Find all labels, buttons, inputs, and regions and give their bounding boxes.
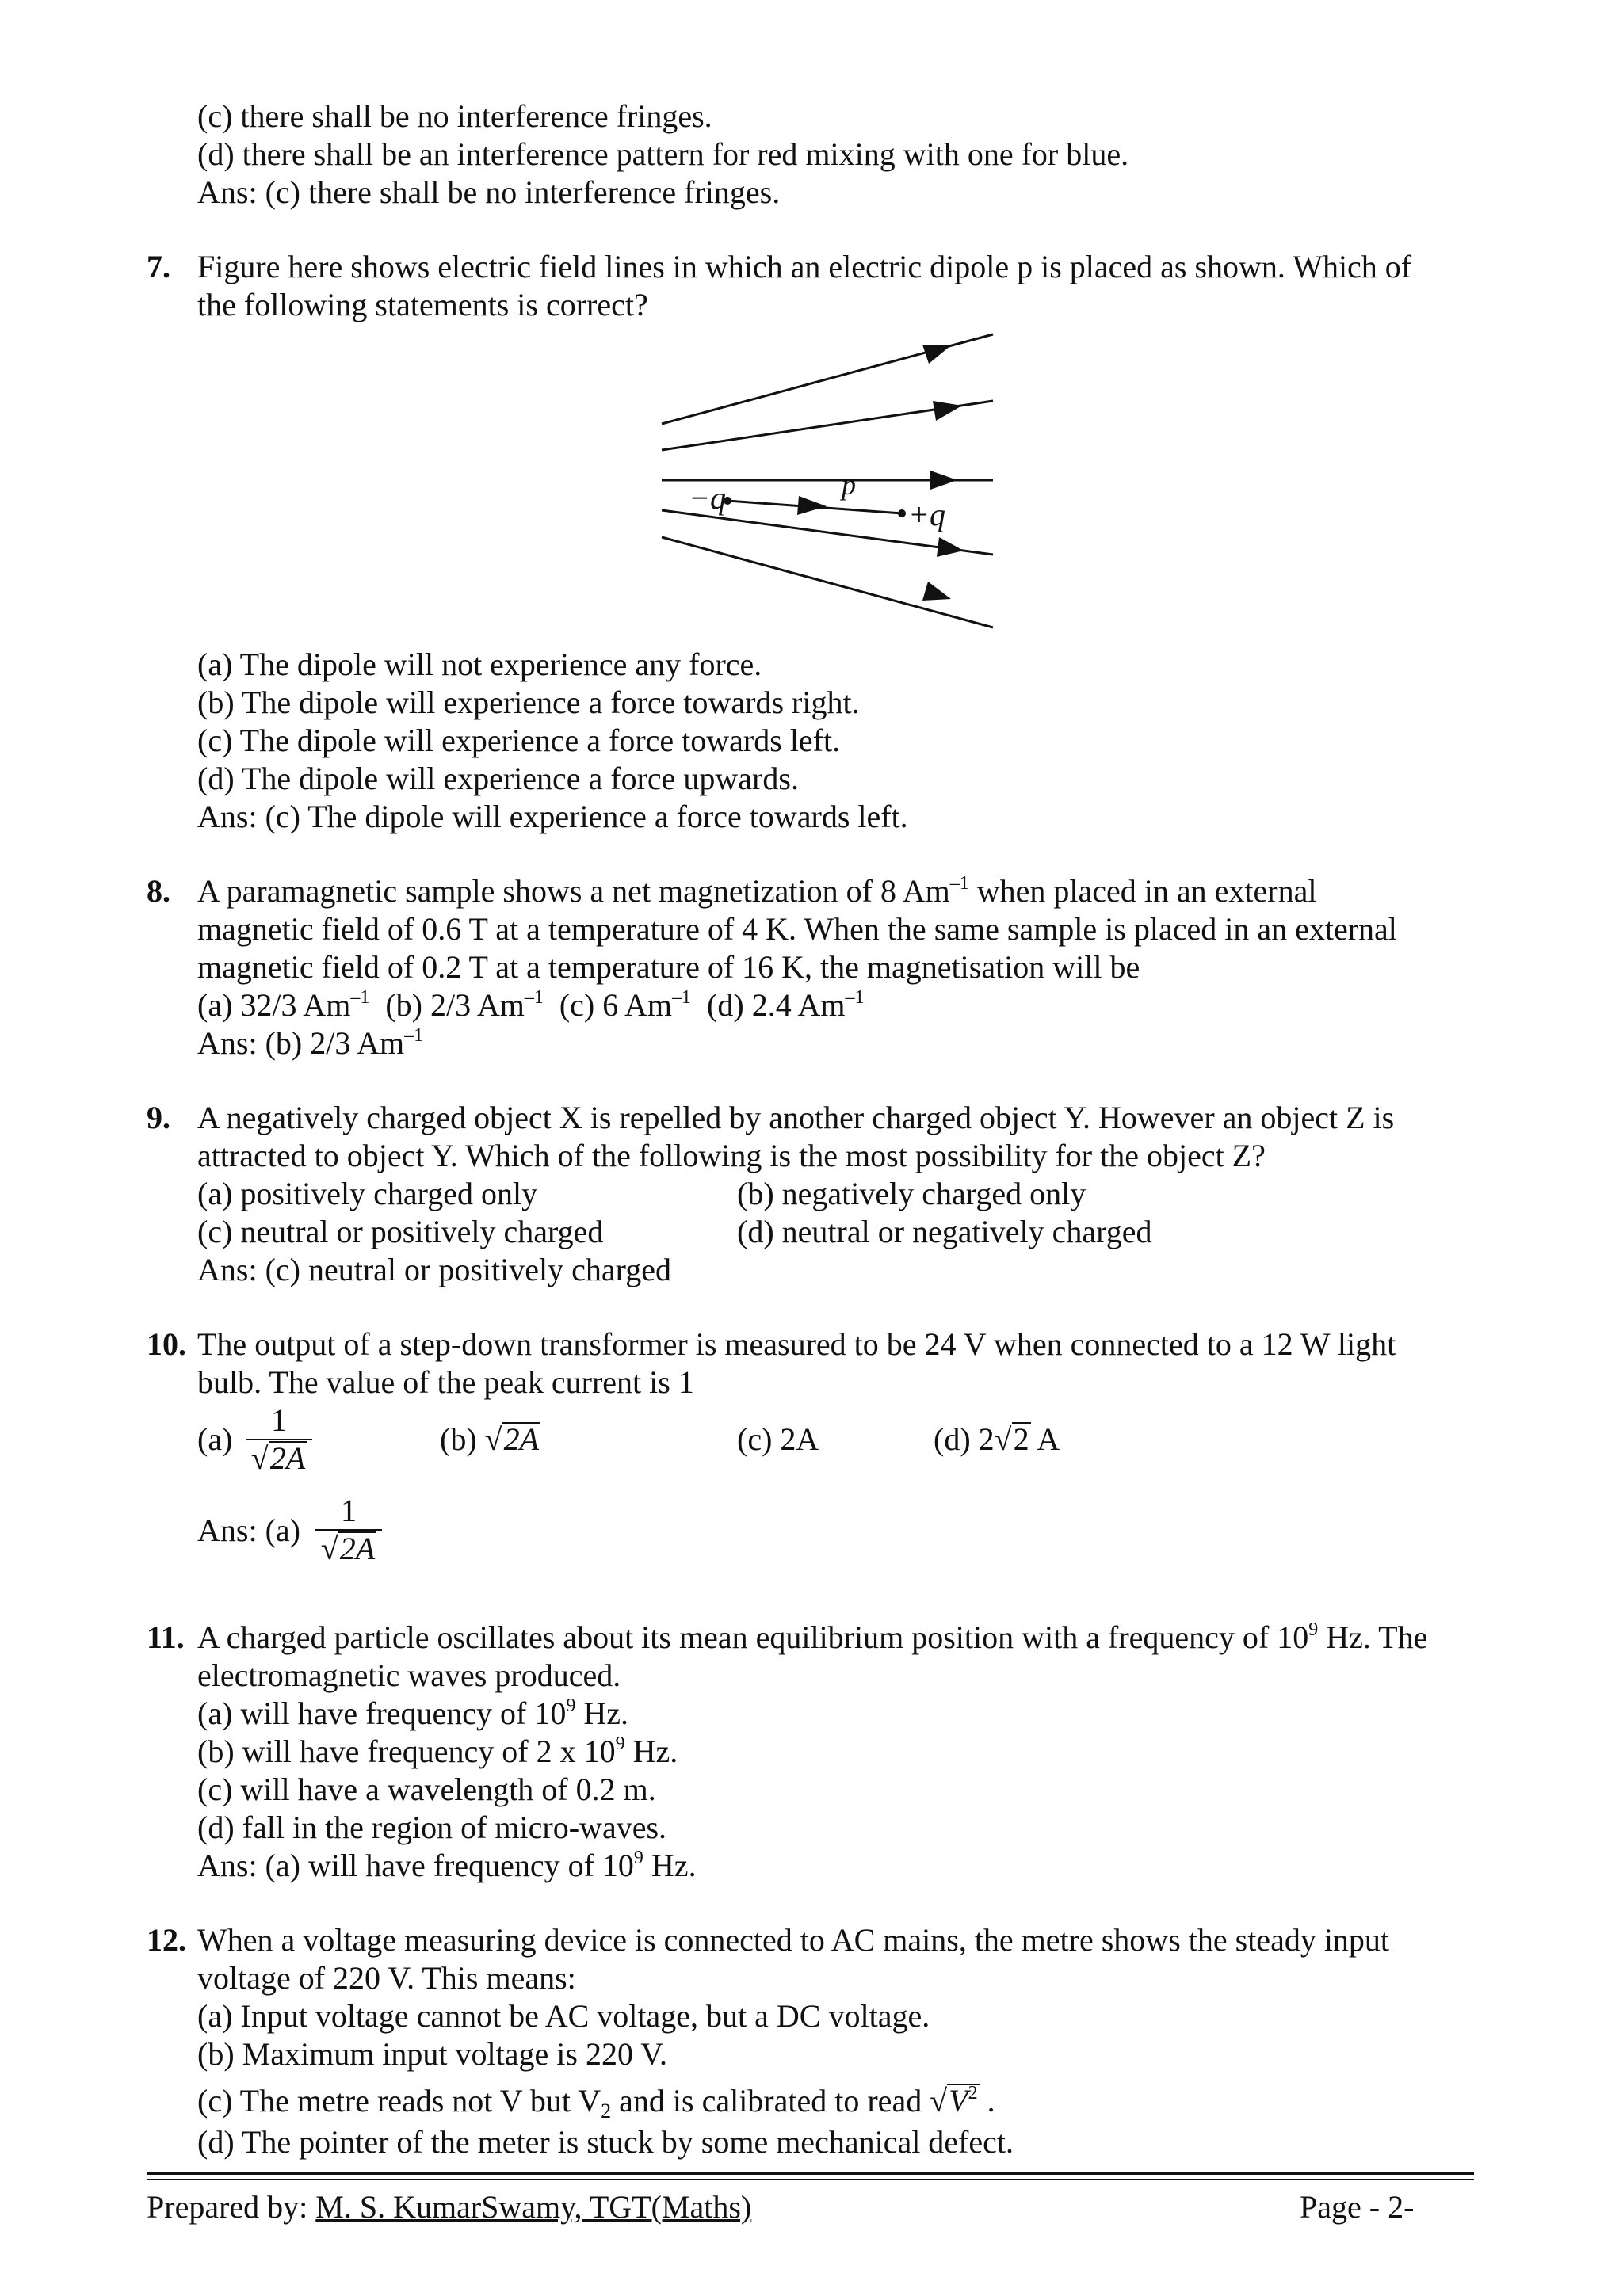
q7-number: 7. bbox=[147, 249, 170, 284]
q11-answer: Ans: (a) will have frequency of $10^9$ Hz. bbox=[197, 1848, 697, 1883]
q10-option-c: (c) 2A bbox=[737, 1421, 819, 1457]
q9-text-line2: attracted to object Y. Which of the following is the most possibility for the object Z? bbox=[197, 1138, 1266, 1173]
q12-option-c: (c) The metre reads not V but $V_2$ and is calibrated to read $√V^2$ . bbox=[197, 2083, 995, 2122]
q7-answer: Ans: (c) The dipole will experience a force towards left. bbox=[197, 799, 908, 834]
pos-charge-label: +q bbox=[908, 497, 945, 532]
q7-option-c: (c) The dipole will experience a force towards left. bbox=[197, 723, 841, 758]
q6-option-c: (c) there shall be no interference fringes. bbox=[197, 98, 712, 134]
q12-text-line2: voltage of 220 V. This means: bbox=[197, 1960, 576, 1996]
dipole-arrow bbox=[797, 496, 827, 515]
q7-option-d: (d) The dipole will experience a force upwards. bbox=[197, 761, 799, 796]
neg-charge-label: −q bbox=[689, 480, 726, 516]
footer-author: M. S. KumarSwamy, TGT(Maths) bbox=[315, 2189, 752, 2225]
q10-text-line1: The output of a step-down transformer is measured to be 24 V when connected to a 12 W light bbox=[197, 1326, 1396, 1362]
q11-number: 11. bbox=[147, 1619, 185, 1655]
dipole-label: p bbox=[842, 469, 856, 501]
sqrt-sign: √ bbox=[250, 1440, 269, 1476]
q11-text-line1: A charged particle oscillates about its mean equilibrium position with a frequency of $10^9$ Hz. The bbox=[197, 1619, 1428, 1655]
q10-answer-label: Ans: (a) bbox=[197, 1512, 300, 1548]
q7-option-a: (a) The dipole will not experience any force. bbox=[197, 646, 762, 682]
q10-option-a-label: (a) bbox=[197, 1421, 233, 1457]
q9-number: 9. bbox=[147, 1100, 170, 1135]
q11-option-d: (d) fall in the region of micro-waves. bbox=[197, 1810, 667, 1845]
q10-option-d: (d) 2√2 A bbox=[934, 1421, 1060, 1457]
q9-text-line1: A negatively charged object X is repelled by another charged object Y. However an object Z is bbox=[197, 1100, 1395, 1135]
q8-number: 8. bbox=[147, 873, 170, 909]
q7-text-line2: the following statements is correct? bbox=[197, 287, 648, 322]
q9-option-b: (b) negatively charged only bbox=[737, 1176, 1086, 1211]
q12-option-d: (d) The pointer of the meter is stuck by some mechanical defect. bbox=[197, 2124, 1014, 2160]
q10-option-b: (b) √2A bbox=[440, 1421, 540, 1457]
q9-option-c: (c) neutral or positively charged bbox=[197, 1214, 604, 1249]
q7-text-line1: Figure here shows electric field lines in which an electric dipole p is placed as shown. Which of bbox=[197, 249, 1412, 284]
arrow-4 bbox=[937, 537, 964, 557]
q8-text-line3: magnetic field of 0.2 T at a temperature of 16 K, the magnetisation will be bbox=[197, 949, 1140, 985]
q11-option-a: (a) will have frequency of $10^9$ Hz. bbox=[197, 1695, 628, 1731]
q10-text-line2: bulb. The value of the peak current is 1 bbox=[197, 1364, 694, 1400]
q9-answer: Ans: (c) neutral or positively charged bbox=[197, 1252, 671, 1287]
footer-rule bbox=[147, 2172, 1474, 2180]
q9-option-a: (a) positively charged only bbox=[197, 1176, 538, 1211]
q11-option-b: (b) will have frequency of 2 x $10^9$ Hz. bbox=[197, 1733, 678, 1769]
fraction-denominator: 2A bbox=[269, 1440, 306, 1476]
q8-answer: Ans: (b) 2/3 $Am^{-1}$ bbox=[197, 1025, 424, 1061]
q10-option-a-fraction bbox=[246, 1402, 312, 1477]
q10-answer-fraction: 1 √2A bbox=[315, 1493, 382, 1567]
arrow-1 bbox=[922, 345, 951, 364]
q11-option-c: (c) will have a wavelength of 0.2 m. bbox=[197, 1772, 656, 1807]
footer-prepared-by: Prepared by: M. S. KumarSwamy, TGT(Maths) bbox=[147, 2189, 752, 2225]
footer-page-number: Page - 2- bbox=[1300, 2189, 1415, 2225]
arrow-2 bbox=[933, 401, 962, 421]
q10-number: 10. bbox=[147, 1326, 186, 1362]
q11-text-line2: electromagnetic waves produced. bbox=[197, 1657, 621, 1693]
fraction-numerator: 1 bbox=[271, 1402, 287, 1438]
q12-number: 12. bbox=[147, 1922, 186, 1958]
q9-option-d: (d) neutral or negatively charged bbox=[737, 1214, 1152, 1249]
arrow-3 bbox=[930, 471, 957, 490]
q12-text-line1: When a voltage measuring device is connected to AC mains, the metre shows the steady input bbox=[197, 1922, 1390, 1958]
q8-options: (a) 32/3 $Am^{-1}$ (b) 2/3 $Am^{-1}$ (c) 6 $Am^{-1}$ (d) 2.4 $Am^{-1}$ bbox=[197, 987, 865, 1023]
q7-option-b: (b) The dipole will experience a force towards right. bbox=[197, 685, 860, 720]
q6-option-d: (d) there shall be an interference pattern for red mixing with one for blue. bbox=[197, 136, 1129, 172]
q12-option-b: (b) Maximum input voltage is 220 V. bbox=[197, 2036, 667, 2072]
electric-field-figure bbox=[650, 325, 1006, 634]
q6-answer: Ans: (c) there shall be no interference fringes. bbox=[197, 174, 781, 210]
positive-charge-dot bbox=[898, 509, 906, 517]
arrow-5 bbox=[922, 582, 951, 601]
q12-option-a: (a) Input voltage cannot be AC voltage, but a DC voltage. bbox=[197, 1998, 930, 2034]
q8-text-line2: magnetic field of 0.6 T at a temperature of 4 K. When the same sample is placed in an external bbox=[197, 911, 1397, 947]
q8-text-line1: A paramagnetic sample shows a net magnetization of 8 $Am^{-1}$ when placed in an external bbox=[197, 873, 1317, 909]
